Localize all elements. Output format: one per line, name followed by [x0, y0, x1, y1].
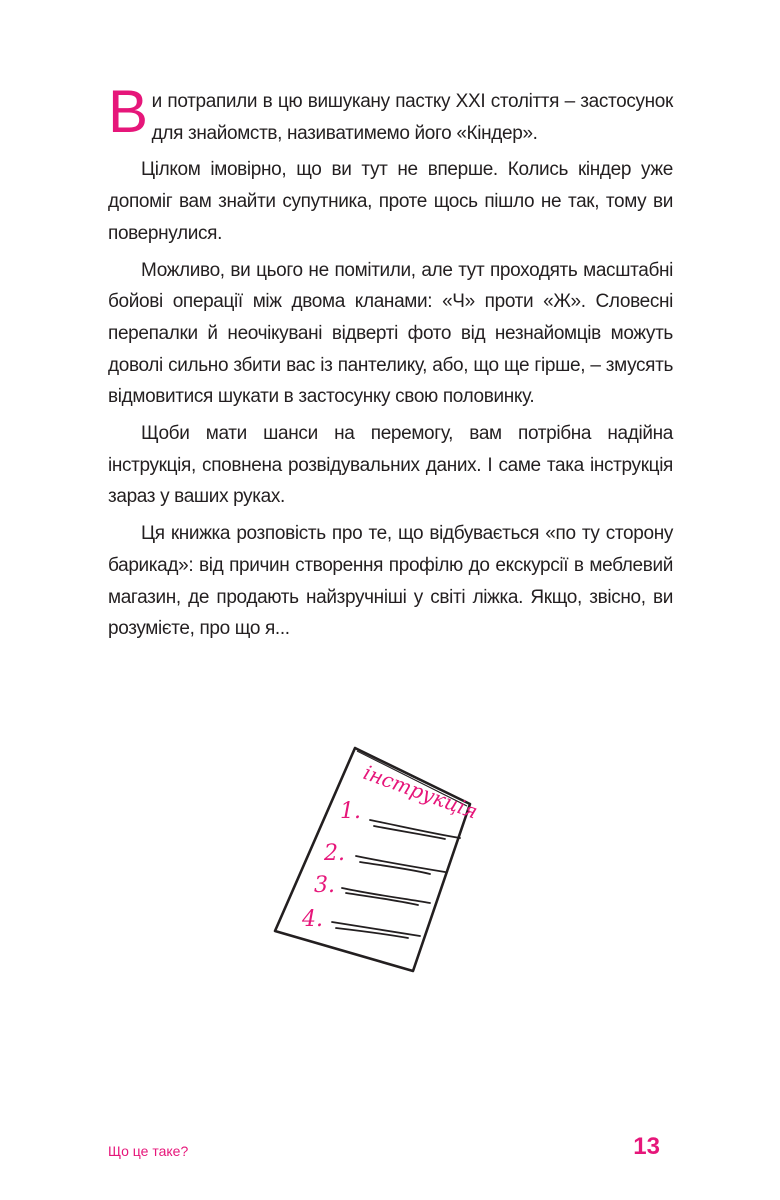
sheet-item-3: 3. [314, 873, 335, 898]
paragraph-1-text: и потрапили в цю вишукану пастку XXI століття – застосунок для знайомств, називатимемо його «Кіндер». [151, 91, 673, 144]
section-title: Що це таке? [108, 1143, 189, 1159]
paragraph-5: Ця книжка розповість про те, що відбувається «по ту сторону барикад»: від причин створення профілю до екскурсії в меблевий магазин, де продають найзручніші у світі ліжка. Якщо, звісно, ви розумієте, про що я... [108, 523, 673, 640]
paragraph-4: Щоби мати шанси на перемогу, вам потрібна надійна інструкція, сповнена розвідувальних даних. І саме така інструкція зараз у ваших руках. [108, 423, 673, 508]
sheet-title: інструкція [360, 760, 481, 824]
sheet-item-2: 2. [324, 841, 345, 866]
page-number: 13 [633, 1133, 660, 1160]
drop-cap: В [108, 78, 148, 145]
paragraph-3: Можливо, ви цього не помітили, але тут проходять масштабні бойові операції між двома кланами: «Ч» проти «Ж». Словесні перепалки й неочікувані відверті фото від незнайомців можуть доволі сильно збити вас із пантелику, або, що ще гірше, – змусять відмовитися шукати в застосунку свою половинку. [108, 259, 673, 408]
sheet-item-1: 1. [340, 799, 361, 824]
paragraph-1 [108, 78, 673, 149]
paragraph-2: Цілком імовірно, що ви тут не вперше. Колись кіндер уже допоміг вам знайти супутника, проте щось пішло не так, тому ви повернулися. [108, 159, 673, 244]
body-text [108, 78, 673, 650]
instruction-sheet-drawing [270, 738, 510, 978]
sheet-item-4: 4. [302, 907, 323, 932]
instruction-sheet-illustration [270, 738, 510, 978]
